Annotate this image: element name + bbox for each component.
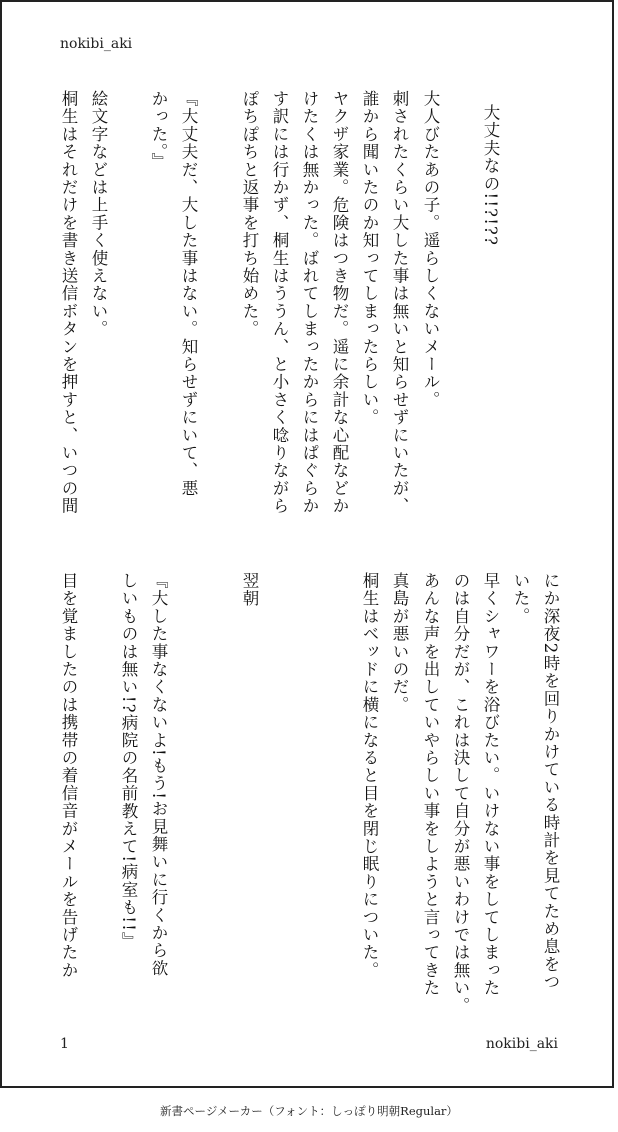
text-column: 桐生はベッドに横になると目を閉じ眠りについた。 xyxy=(360,572,379,980)
text-column: かった。』 xyxy=(149,90,168,171)
text-column: 刺されたくらい大した事は無いと知らせずにいたが、 xyxy=(390,90,409,515)
text-column: ぽちぽちと返事を打ち始めた。 xyxy=(240,90,259,338)
footer-author: nokibi_aki xyxy=(485,1036,558,1052)
text-column: 早くシャワーを浴びたい。いけない事をしてしまった xyxy=(481,572,500,997)
text-column: ヤクザ家業。危険はつき物だ。遥に余計な心配などか xyxy=(330,90,349,515)
header-author: nokibi_aki xyxy=(60,36,133,52)
text-column: 『大した事なくないよ!もう!お見舞いに行くから欲 xyxy=(149,572,168,978)
generator-credit: 新書ページメーカー（フォント：しっぽり明朝Regular） xyxy=(160,1104,458,1118)
text-column: 真島が悪いのだ。 xyxy=(390,572,409,714)
text-column: けたくは無かった。ばれてしまったからにはぱぐらか xyxy=(300,90,319,515)
text-column: にか深夜2時を回りかけている時計を見てため息をつ xyxy=(541,572,560,991)
page-number: 1 xyxy=(60,1036,69,1052)
text-column: 誰から聞いたのか知ってしまったらしい。 xyxy=(360,90,379,427)
text-column: 目を覚ましたのは携帯の着信音がメールを告げたか xyxy=(59,572,78,980)
text-column: 桐生はそれだけを書き送信ボタンを押すと、いつの間 xyxy=(59,90,78,515)
text-column: 絵文字などは上手く使えない。 xyxy=(89,90,108,338)
text-column: す訳には行かず、桐生はううん、と小さく唸りながら xyxy=(270,90,289,515)
text-column: 翌朝 xyxy=(240,572,259,608)
text-column: のは自分だが、これは決して自分が悪いわけでは無い。 xyxy=(451,572,470,1015)
text-column: 大人びたあの子。遥らしくないメール。 xyxy=(421,90,440,409)
text-column: いた。 xyxy=(511,572,530,626)
text-column: しいものは無い!?病院の名前教えて!病室も!!』 xyxy=(119,572,138,950)
text-column: あんな声を出していやらしい事をしようと言ってきた xyxy=(421,572,440,997)
text-column: 大丈夫なの!!?!?? xyxy=(481,104,500,247)
text-column: 『大丈夫だ、大した事はない。知らせずにいて、悪 xyxy=(179,90,198,498)
